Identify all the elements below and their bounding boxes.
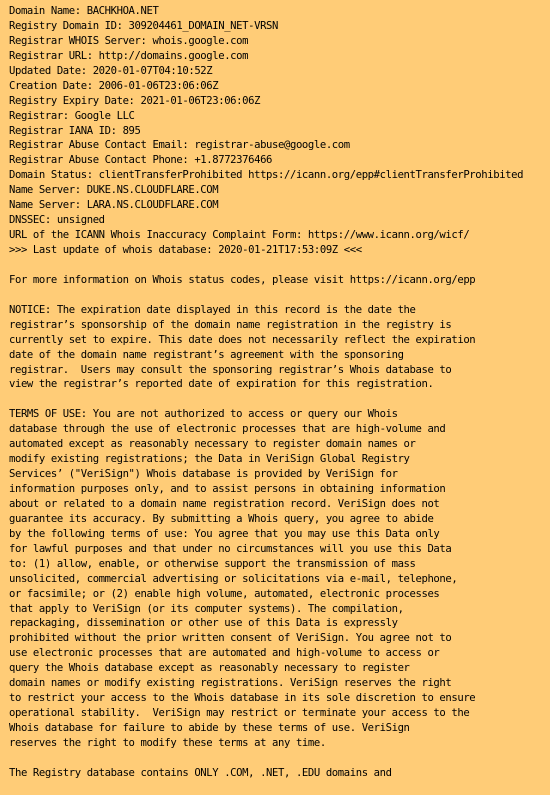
- whois-line: registrar. Users may consult the sponsoring registrar’s Whois database to: [9, 363, 452, 376]
- whois-line: Registrar IANA ID: 895: [9, 124, 141, 137]
- whois-line: [9, 392, 550, 407]
- whois-line: Registrar WHOIS Server: whois.google.com: [9, 34, 249, 47]
- whois-line: modify existing registrations; the Data in VeriSign Global Registry: [9, 453, 410, 466]
- whois-line: that apply to VeriSign (or its computer systems). The compilation,: [9, 602, 404, 615]
- whois-line: Creation Date: 2006-01-06T23:06:06Z: [9, 79, 219, 92]
- whois-line: [9, 258, 550, 273]
- whois-record: [9, 4, 550, 781]
- whois-line: operational stability. VeriSign may restrict or terminate your access to the: [9, 707, 470, 720]
- whois-line: repackaging, dissemination or other use of this Data is expressly: [9, 617, 398, 630]
- whois-line: date of the domain name registrant’s agreement with the sponsoring: [9, 348, 404, 361]
- whois-line: [9, 751, 550, 766]
- whois-line: TERMS OF USE: You are not authorized to access or query our Whois: [9, 408, 398, 421]
- whois-line: >>> Last update of whois database: 2020-01-21T17:53:09Z <<<: [9, 244, 362, 256]
- whois-line: reserves the right to modify these terms at any time.: [9, 736, 326, 749]
- whois-line: information purposes only, and to assist persons in obtaining information: [9, 483, 446, 495]
- whois-line: by the following terms of use: You agree that you may use this Data only: [9, 527, 440, 540]
- whois-line: Name Server: LARA.NS.CLOUDFLARE.COM: [9, 199, 219, 212]
- whois-line: Registry Domain ID: 309204461_DOMAIN_NET-VRSN: [9, 19, 279, 32]
- whois-line: Services’ ("VeriSign") Whois database is provided by VeriSign for: [9, 468, 398, 481]
- whois-line: Domain Status: clientTransferProhibited https://icann.org/epp#clientTransferProhibited: [9, 169, 524, 182]
- whois-line: registrar’s sponsorship of the domain name registration in the registry is: [9, 318, 452, 331]
- whois-line: query the Whois database except as reasonably necessary to register: [9, 662, 410, 675]
- whois-line: currently set to expire. This date does not necessarily reflect the expiration: [9, 333, 476, 346]
- whois-line: NOTICE: The expiration date displayed in this record is the date the: [9, 303, 416, 316]
- whois-line: URL of the ICANN Whois Inaccuracy Complaint Form: https://www.icann.org/wicf/: [9, 229, 470, 242]
- whois-line: about or related to a domain name registration record. VeriSign does not: [9, 497, 440, 510]
- whois-line: The Registry database contains ONLY .COM, .NET, .EDU domains and: [9, 766, 392, 779]
- whois-line: to restrict your access to the Whois database in its sole discretion to ensure: [9, 692, 476, 705]
- whois-line: Registrar Abuse Contact Phone: +1.8772376466: [9, 154, 273, 167]
- whois-line: view the registrar’s reported date of expiration for this registration.: [9, 378, 434, 391]
- whois-line: for lawful purposes and that under no circumstances will you use this Data: [9, 542, 452, 555]
- whois-line: to: (1) allow, enable, or otherwise support the transmission of mass: [9, 557, 416, 570]
- whois-line: database through the use of electronic processes that are high-volume and: [9, 423, 446, 436]
- whois-line: use electronic processes that are automated and high-volume to access or: [9, 647, 440, 660]
- whois-line: Updated Date: 2020-01-07T04:10:52Z: [9, 64, 213, 77]
- whois-line: prohibited without the prior written consent of VeriSign. You agree not to: [9, 632, 452, 645]
- whois-line: Whois database for failure to abide by these terms of use. VeriSign: [9, 722, 410, 734]
- whois-line: domain names or modify existing registrations. VeriSign reserves the right: [9, 677, 452, 690]
- whois-line: automated except as reasonably necessary to register domain names or: [9, 438, 416, 451]
- whois-line: Registrar: Google LLC: [9, 109, 135, 122]
- whois-line: or facsimile; or (2) enable high volume, automated, electronic processes: [9, 587, 440, 600]
- whois-line: DNSSEC: unsigned: [9, 214, 105, 227]
- whois-line: guarantee its accuracy. By submitting a Whois query, you agree to abide: [9, 512, 434, 525]
- whois-line: unsolicited, commercial advertising or solicitations via e-mail, telephone,: [9, 572, 458, 585]
- whois-line: For more information on Whois status codes, please visit https://icann.org/epp: [9, 273, 476, 286]
- whois-line: [9, 288, 550, 303]
- whois-line: Registrar URL: http://domains.google.com: [9, 49, 249, 62]
- whois-line: Registry Expiry Date: 2021-01-06T23:06:06Z: [9, 94, 261, 107]
- whois-line: Registrar Abuse Contact Email: registrar-abuse@google.com: [9, 139, 350, 152]
- whois-line: Domain Name: BACHKHOA.NET: [9, 5, 159, 17]
- whois-line: Name Server: DUKE.NS.CLOUDFLARE.COM: [9, 184, 219, 197]
